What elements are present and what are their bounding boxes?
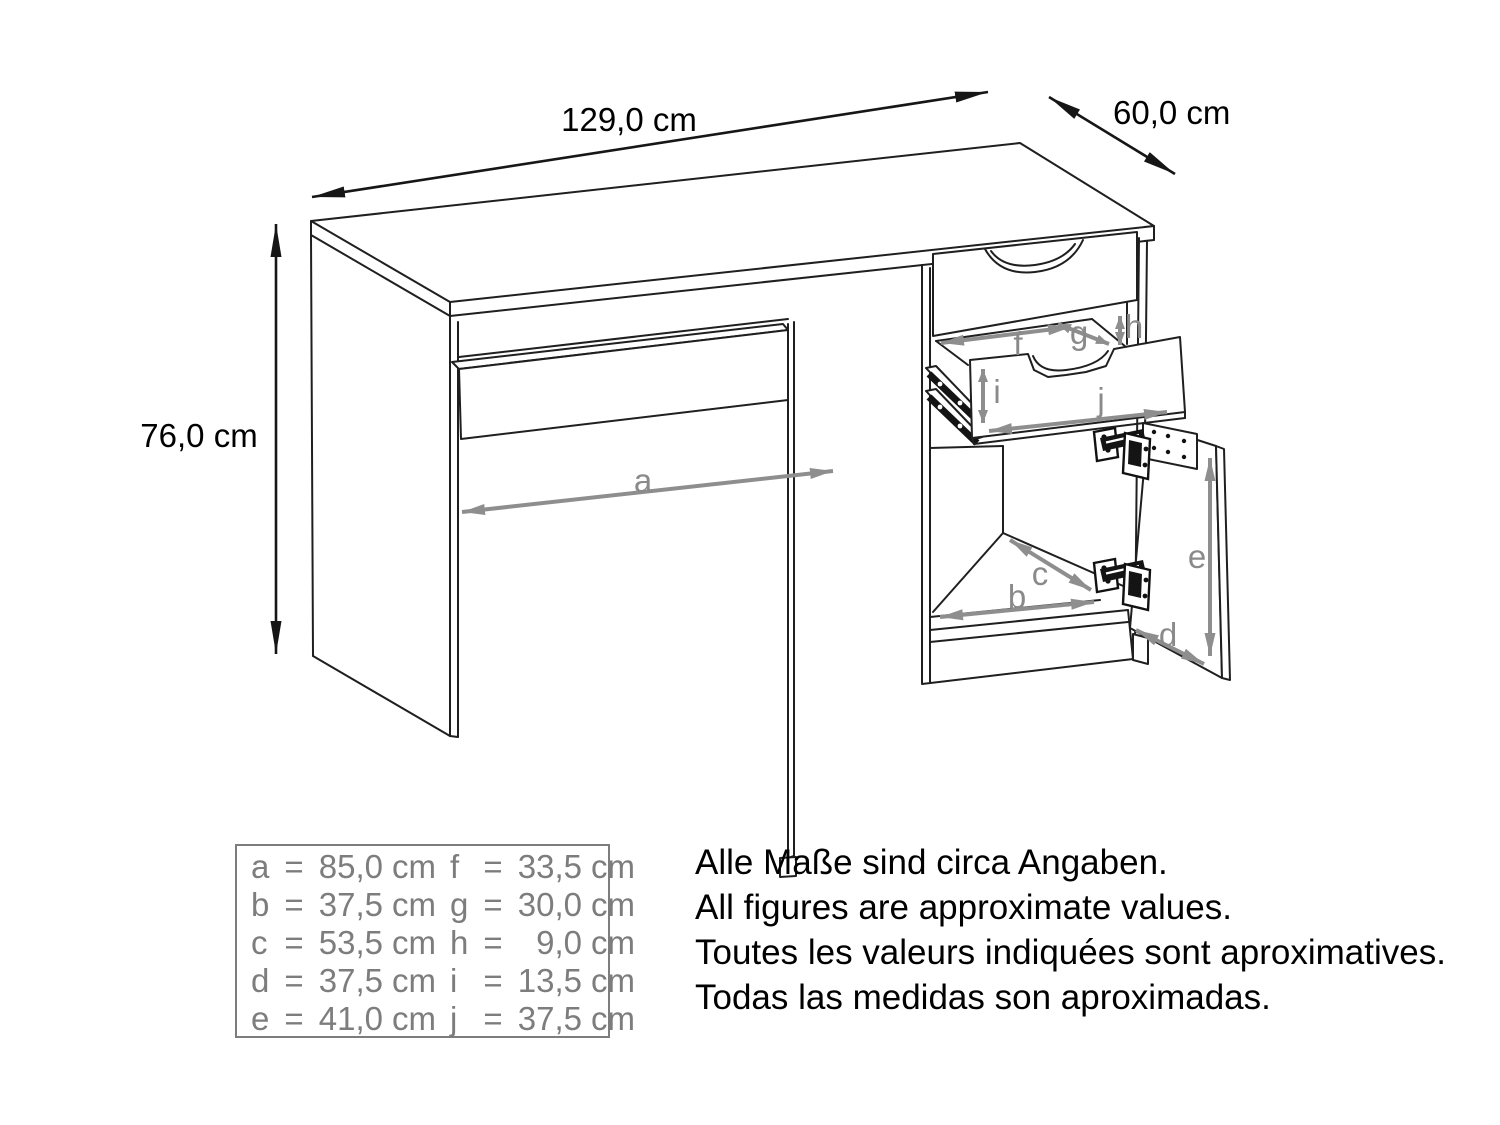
measure-key: e (251, 1000, 270, 1037)
equals-sign: = (483, 924, 503, 961)
measure-value: 37,5 (318, 886, 383, 923)
measure-unit: cm (591, 1000, 635, 1037)
measure-unit: cm (392, 848, 436, 885)
equals-sign: = (284, 886, 304, 923)
measure-unit: cm (591, 924, 635, 961)
measure-unit: cm (591, 962, 635, 999)
part-label-g: g (1069, 314, 1089, 351)
measure-value: 53,5 (318, 924, 383, 961)
part-label-c: c (1031, 555, 1049, 592)
table-row (251, 848, 436, 886)
measure-value: 37,5 (318, 962, 383, 999)
part-label-j: j (1097, 381, 1105, 418)
notes-block (695, 840, 1446, 1020)
measure-key: b (251, 886, 270, 923)
width-dimension-label: 129,0 cm (561, 101, 697, 138)
equals-sign: = (284, 962, 304, 999)
measure-unit: cm (392, 962, 436, 999)
measure-key: h (450, 924, 469, 961)
note-line-es: Todas las medidas son aproximadas. (695, 978, 1271, 1017)
part-label-d: d (1158, 616, 1178, 653)
equals-sign: = (284, 924, 304, 961)
pedestal-foot (1133, 634, 1148, 664)
closed-drawer (933, 232, 1137, 336)
measure-key: a (251, 848, 270, 885)
desk-wireframe (311, 143, 1230, 877)
table-row (450, 962, 635, 1000)
measure-unit: cm (392, 924, 436, 961)
measure-value: 30,0 (517, 886, 582, 923)
table-row (450, 924, 635, 962)
part-label-a: a (633, 462, 653, 499)
measure-value: 41,0 (318, 1000, 383, 1037)
equals-sign: = (483, 848, 503, 885)
equals-sign: = (284, 848, 304, 885)
height-dimension-label: 76,0 cm (140, 417, 258, 454)
measure-key: i (450, 962, 458, 999)
part-label-b: b (1007, 578, 1027, 615)
note-line-en: All figures are approximate values. (695, 888, 1232, 927)
table-row (251, 1000, 436, 1038)
note-line-de: Alle Maße sind circa Angaben. (695, 843, 1168, 882)
measure-value: 13,5 (517, 962, 582, 999)
part-label-i: i (993, 373, 1001, 410)
part-label-h: h (1124, 308, 1144, 345)
note-line-fr: Toutes les valeurs indiquées sont aproximatives. (695, 933, 1446, 972)
measure-value: 37,5 (517, 1000, 582, 1037)
equals-sign: = (284, 1000, 304, 1037)
measure-value: 85,0 (318, 848, 383, 885)
table-row (251, 924, 436, 962)
measure-value: 9,0 (536, 924, 582, 961)
measure-unit: cm (392, 1000, 436, 1037)
depth-dimension-label: 60,0 cm (1113, 94, 1231, 131)
measure-value: 33,5 (517, 848, 582, 885)
table-row (251, 886, 436, 924)
table-row (251, 962, 436, 1000)
equals-sign: = (483, 1000, 503, 1037)
part-label-f: f (1013, 325, 1023, 362)
table-row (450, 848, 635, 886)
measurements-table-column-1 (237, 848, 436, 1036)
measure-key: f (450, 848, 460, 885)
part-label-e: e (1187, 538, 1207, 575)
measure-unit: cm (392, 886, 436, 923)
left-side-panel (311, 235, 458, 737)
measure-unit: cm (591, 886, 635, 923)
measure-key: g (450, 886, 469, 923)
measure-unit: cm (591, 848, 635, 885)
measure-key: d (251, 962, 270, 999)
modesty-panel (452, 319, 788, 439)
measure-key: j (450, 1000, 458, 1037)
equals-sign: = (483, 886, 503, 923)
measurements-table-column-2 (436, 848, 635, 1036)
measure-key: c (251, 924, 268, 961)
table-row (450, 1000, 635, 1038)
measurements-table (235, 844, 635, 1038)
table-row (450, 886, 635, 924)
equals-sign: = (483, 962, 503, 999)
pedestal-left-edge (780, 322, 796, 877)
